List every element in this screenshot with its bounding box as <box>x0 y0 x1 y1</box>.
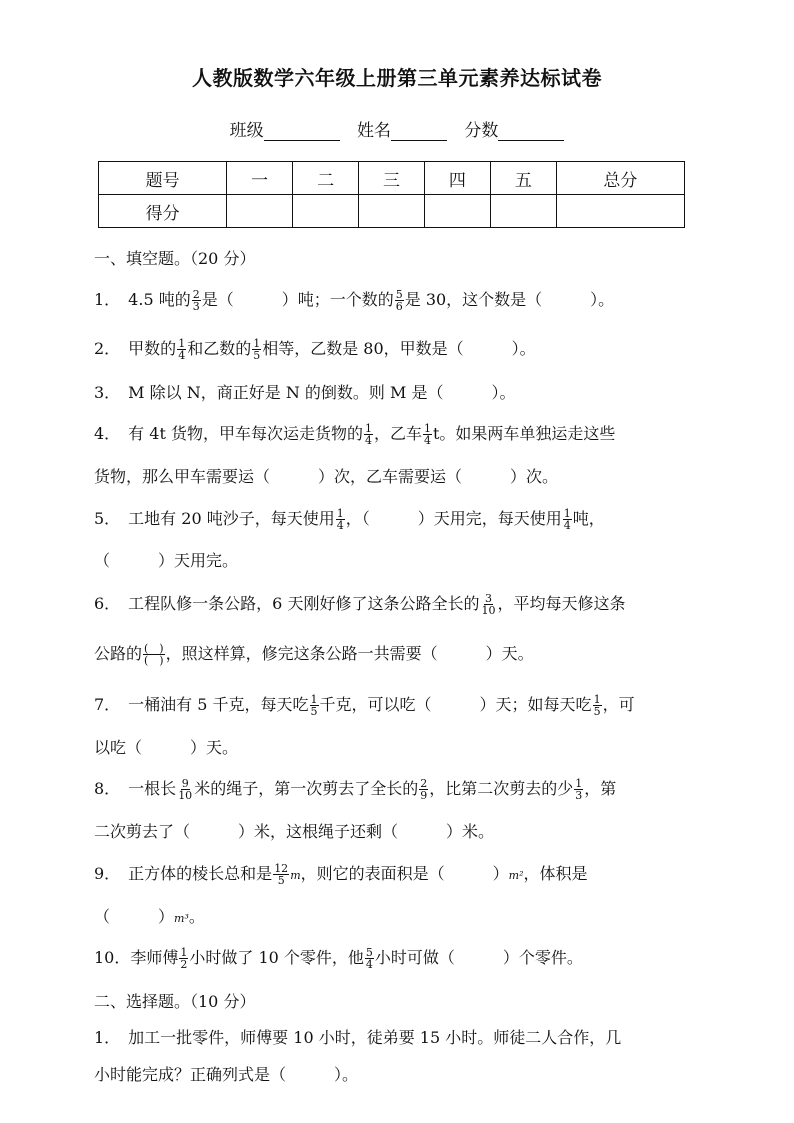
score-cell[interactable] <box>293 195 359 228</box>
row-label: 得分 <box>99 195 227 228</box>
score-cell[interactable] <box>424 195 490 228</box>
q7-text-a: 7． 一桶油有 5 千克，每天吃 <box>94 695 309 714</box>
score-table-row <box>99 195 685 228</box>
q10-text-a: 10．李师傅 <box>94 948 179 967</box>
question-7-cont: 以吃（ ）天。 <box>94 738 239 757</box>
q7-text-b: 千克，可以吃（ ）天；如每天吃 <box>319 695 592 714</box>
class-label: 班级 <box>229 121 264 141</box>
header-cell: 二 <box>293 162 359 195</box>
q6-text-c: 公路的 <box>94 644 143 663</box>
question-8 <box>94 776 714 801</box>
fraction: $\frac{3}{10}$ <box>481 592 496 617</box>
q10-text-c: 小时可做（ ）个零件。 <box>374 948 583 967</box>
choice-question-1-cont: 小时能完成？正确列式是（ ）。 <box>94 1065 359 1084</box>
score-cell[interactable] <box>227 195 293 228</box>
q6-text-b: ，平均每天修这条 <box>497 594 626 613</box>
q2-text-b: 和乙数的 <box>187 339 252 358</box>
score-cell[interactable] <box>556 195 684 228</box>
fraction: $\frac{5}{6}$ <box>395 288 403 313</box>
q7-text-c: ，可 <box>602 695 635 714</box>
question-5 <box>94 506 714 531</box>
q5-text-c: 吨， <box>572 509 605 528</box>
q9-text-a: 9． 正方体的棱长总和是 <box>94 864 273 883</box>
fraction: $\frac{9}{10}$ <box>178 777 193 802</box>
fraction: $\frac{1}{2}$ <box>180 946 188 971</box>
question-8-cont: 二次剪去了（ ）米，这根绳子还剩（ ）米。 <box>94 822 495 841</box>
q4-text-b: ，乙车 <box>373 424 422 443</box>
fraction: $\frac{1}{4}$ <box>178 337 186 362</box>
question-2 <box>94 336 714 361</box>
q4-text-c: t。如果两车单独运走这些 <box>432 424 616 443</box>
section-heading-fill-blank: 一、填空题。（20 分） <box>94 249 256 268</box>
header-cell: 四 <box>424 162 490 195</box>
question-10 <box>94 945 714 970</box>
question-4 <box>94 421 714 446</box>
question-9-cont <box>94 904 714 927</box>
fraction-blank[interactable]: $\frac{( )}{( )}$ <box>144 642 164 667</box>
unit: m² <box>508 869 524 882</box>
q9-text-e: 。 <box>188 907 205 926</box>
q5-text-b: ，（ ）天用完，每天使用 <box>345 509 562 528</box>
q2-text-a: 2． 甲数的 <box>94 339 177 358</box>
q8-text-a: 8． 一根长 <box>94 779 177 798</box>
question-6 <box>94 591 714 616</box>
q8-text-b: 米的绳子，第一次剪去了全长的 <box>194 779 419 798</box>
q6-text-a: 6． 工程队修一条公路，6 天刚好修了这条公路全长的 <box>94 594 480 613</box>
score-cell[interactable] <box>490 195 556 228</box>
fraction: $\frac{12}{5}$ <box>274 862 289 887</box>
fraction: $\frac{1}{4}$ <box>364 422 372 447</box>
q8-text-c: ，比第二次剪去的少 <box>429 779 574 798</box>
header-cell: 三 <box>359 162 425 195</box>
q4-text-a: 4． 有 4t 货物，甲车每次运走货物的 <box>94 424 363 443</box>
q1-text-c: 是 30，这个数是（ ）。 <box>404 290 615 309</box>
fraction: $\frac{1}{5}$ <box>253 337 261 362</box>
fraction: $\frac{1}{3}$ <box>575 777 583 802</box>
question-3: 3． M 除以 N，商正好是 N 的倒数。则 M 是（ ）。 <box>94 383 516 402</box>
header-cell: 总分 <box>556 162 684 195</box>
question-5-cont: （ ）天用完。 <box>94 551 239 570</box>
question-9 <box>94 861 714 886</box>
score-cell[interactable] <box>359 195 425 228</box>
page-title: 人教版数学六年级上册第三单元素养达标试卷 <box>192 66 602 90</box>
q1-text-a: 1． 4.5 吨的 <box>94 290 191 309</box>
header-cell: 五 <box>490 162 556 195</box>
q9-text-b: ，则它的表面积是（ ） <box>300 864 509 883</box>
student-info-line <box>0 116 794 141</box>
score-table-header <box>99 162 685 195</box>
fraction: $\frac{2}{3}$ <box>192 288 200 313</box>
question-1 <box>94 287 714 312</box>
question-6-cont <box>94 641 714 666</box>
unit: m³ <box>174 912 189 925</box>
header-cell: 一 <box>227 162 293 195</box>
fraction: $\frac{1}{5}$ <box>310 693 318 718</box>
name-blank[interactable] <box>391 122 447 141</box>
fraction: $\frac{1}{4}$ <box>563 507 571 532</box>
section-heading-choice: 二、选择题。（10 分） <box>94 992 256 1011</box>
q5-text-a: 5． 工地有 20 吨沙子，每天使用 <box>94 509 335 528</box>
q1-text-b: 是（ ）吨；一个数的 <box>201 290 394 309</box>
q10-text-b: 小时做了 10 个零件，他 <box>189 948 364 967</box>
unit: m <box>290 869 301 882</box>
question-4-cont: 货物，那么甲车需要运（ ）次，乙车需要运（ ）次。 <box>94 467 559 486</box>
fraction: $\frac{1}{4}$ <box>423 422 431 447</box>
q9-text-c: ，体积是 <box>523 864 588 883</box>
header-cell: 题号 <box>99 162 227 195</box>
q8-text-d: ，第 <box>584 779 617 798</box>
q9-text-d: （ ） <box>94 907 175 926</box>
fraction: $\frac{1}{4}$ <box>336 507 344 532</box>
choice-question-1: 1． 加工一批零件，师傅要 10 小时，徒弟要 15 小时。师徒二人合作，几 <box>94 1028 622 1047</box>
score-table <box>98 161 685 228</box>
question-7 <box>94 692 714 717</box>
name-label: 姓名 <box>357 121 391 141</box>
fraction: $\frac{5}{4}$ <box>365 946 373 971</box>
fraction: $\frac{1}{5}$ <box>593 693 601 718</box>
q2-text-c: 相等，乙数是 80，甲数是（ ）。 <box>262 339 536 358</box>
class-blank[interactable] <box>264 122 340 141</box>
score-label: 分数 <box>464 121 499 141</box>
score-blank[interactable] <box>498 122 564 141</box>
q6-text-d: ，照这样算，修完这条公路一共需要（ ）天。 <box>165 644 534 663</box>
fraction: $\frac{2}{9}$ <box>420 777 428 802</box>
